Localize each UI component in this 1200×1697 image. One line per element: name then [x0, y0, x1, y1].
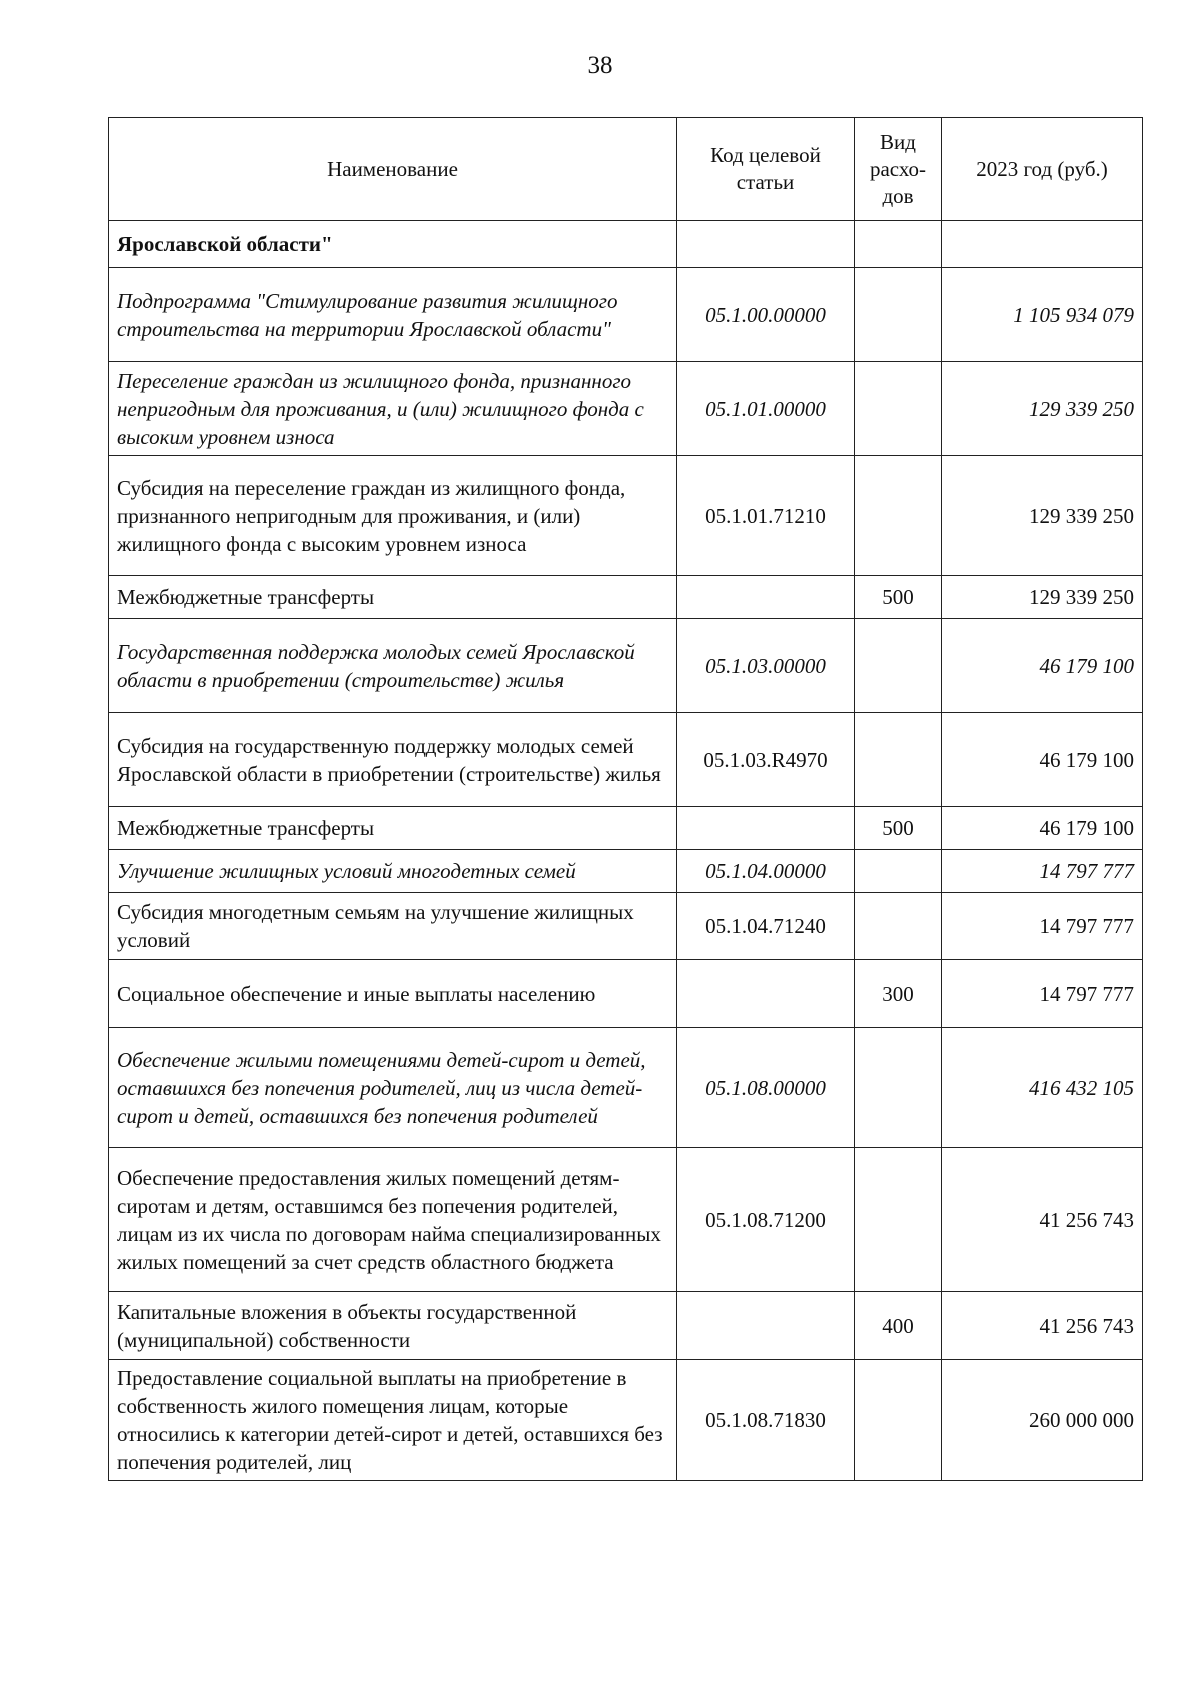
row-name: Обеспечение жилыми помещениями детей-сирот и детей, оставшихся без попечения родителей, лиц из числа детей-сирот и детей, оставшихся без попечения родителей [109, 1028, 677, 1148]
row-code: 05.1.01.00000 [677, 362, 855, 456]
row-kind [855, 456, 942, 576]
row-kind [855, 893, 942, 960]
row-code: 05.1.03.00000 [677, 619, 855, 713]
row-sum: 46 179 100 [942, 713, 1143, 807]
table-header-row [109, 118, 1143, 221]
row-kind: 500 [855, 576, 942, 619]
table-row [109, 807, 1143, 850]
table-row [109, 960, 1143, 1028]
row-name: Субсидия многодетным семьям на улучшение жилищных условий [109, 893, 677, 960]
row-sum: 41 256 743 [942, 1292, 1143, 1360]
row-name: Государственная поддержка молодых семей Ярославской области в приобретении (строительстве) жилья [109, 619, 677, 713]
row-sum: 14 797 777 [942, 893, 1143, 960]
row-code: 05.1.03.R4970 [677, 713, 855, 807]
row-code: 05.1.08.00000 [677, 1028, 855, 1148]
row-kind: 500 [855, 807, 942, 850]
table-row [109, 268, 1143, 362]
row-sum: 41 256 743 [942, 1148, 1143, 1292]
table-row [109, 713, 1143, 807]
table-row [109, 1292, 1143, 1360]
row-sum: 416 432 105 [942, 1028, 1143, 1148]
row-kind: 400 [855, 1292, 942, 1360]
row-name: Капитальные вложения в объекты государственной (муниципальной) собственности [109, 1292, 677, 1360]
row-name: Субсидия на переселение граждан из жилищного фонда, признанного непригодным для проживания, и (или) жилищного фонда с высоким уровнем износа [109, 456, 677, 576]
header-kind: Вид расхо-дов [855, 118, 942, 221]
row-code: 05.1.08.71830 [677, 1360, 855, 1481]
row-kind [855, 850, 942, 893]
row-name: Подпрограмма "Стимулирование развития жилищного строительства на территории Ярославской области" [109, 268, 677, 362]
table-row [109, 1148, 1143, 1292]
row-name: Межбюджетные трансферты [109, 807, 677, 850]
row-sum: 260 000 000 [942, 1360, 1143, 1481]
row-name: Межбюджетные трансферты [109, 576, 677, 619]
row-name: Ярославской области" [109, 221, 677, 268]
row-kind [855, 713, 942, 807]
row-code: 05.1.08.71200 [677, 1148, 855, 1292]
row-sum: 129 339 250 [942, 362, 1143, 456]
table-row [109, 619, 1143, 713]
row-kind [855, 619, 942, 713]
header-name: Наименование [109, 118, 677, 221]
row-kind [855, 1028, 942, 1148]
row-code: 05.1.04.00000 [677, 850, 855, 893]
row-kind [855, 362, 942, 456]
row-sum: 1 105 934 079 [942, 268, 1143, 362]
header-sum: 2023 год (руб.) [942, 118, 1143, 221]
table-row [109, 362, 1143, 456]
row-code: 05.1.04.71240 [677, 893, 855, 960]
row-sum: 46 179 100 [942, 619, 1143, 713]
row-kind [855, 1360, 942, 1481]
row-code [677, 1292, 855, 1360]
table-row [109, 1360, 1143, 1481]
row-name: Социальное обеспечение и иные выплаты населению [109, 960, 677, 1028]
row-name: Переселение граждан из жилищного фонда, признанного непригодным для проживания, и (или) жилищного фонда с высоким уровнем износа [109, 362, 677, 456]
row-code [677, 960, 855, 1028]
table-row [109, 893, 1143, 960]
row-kind: 300 [855, 960, 942, 1028]
row-code: 05.1.01.71210 [677, 456, 855, 576]
row-sum [942, 221, 1143, 268]
header-code: Код целевой статьи [677, 118, 855, 221]
row-sum: 46 179 100 [942, 807, 1143, 850]
table-row [109, 576, 1143, 619]
table-row [109, 850, 1143, 893]
row-sum: 129 339 250 [942, 576, 1143, 619]
row-sum: 14 797 777 [942, 960, 1143, 1028]
row-name: Субсидия на государственную поддержку молодых семей Ярославской области в приобретении (строительстве) жилья [109, 713, 677, 807]
row-name: Обеспечение предоставления жилых помещений детям-сиротам и детям, оставшимся без попечения родителей, лицам из их числа по договорам найма специализированных жилых помещений за счет средств областного бюджета [109, 1148, 677, 1292]
row-kind [855, 1148, 942, 1292]
table-row [109, 456, 1143, 576]
budget-table [108, 117, 1143, 1481]
table-row [109, 1028, 1143, 1148]
row-kind [855, 268, 942, 362]
row-code: 05.1.00.00000 [677, 268, 855, 362]
row-code [677, 576, 855, 619]
page-number: 38 [587, 52, 613, 79]
table-row [109, 221, 1143, 268]
row-sum: 14 797 777 [942, 850, 1143, 893]
row-code [677, 807, 855, 850]
row-name: Улучшение жилищных условий многодетных семей [109, 850, 677, 893]
row-name: Предоставление социальной выплаты на приобретение в собственность жилого помещения лицам, которые относились к категории детей-сирот и детей, оставшихся без попечения родителей, лиц [109, 1360, 677, 1481]
row-sum: 129 339 250 [942, 456, 1143, 576]
row-kind [855, 221, 942, 268]
row-code [677, 221, 855, 268]
